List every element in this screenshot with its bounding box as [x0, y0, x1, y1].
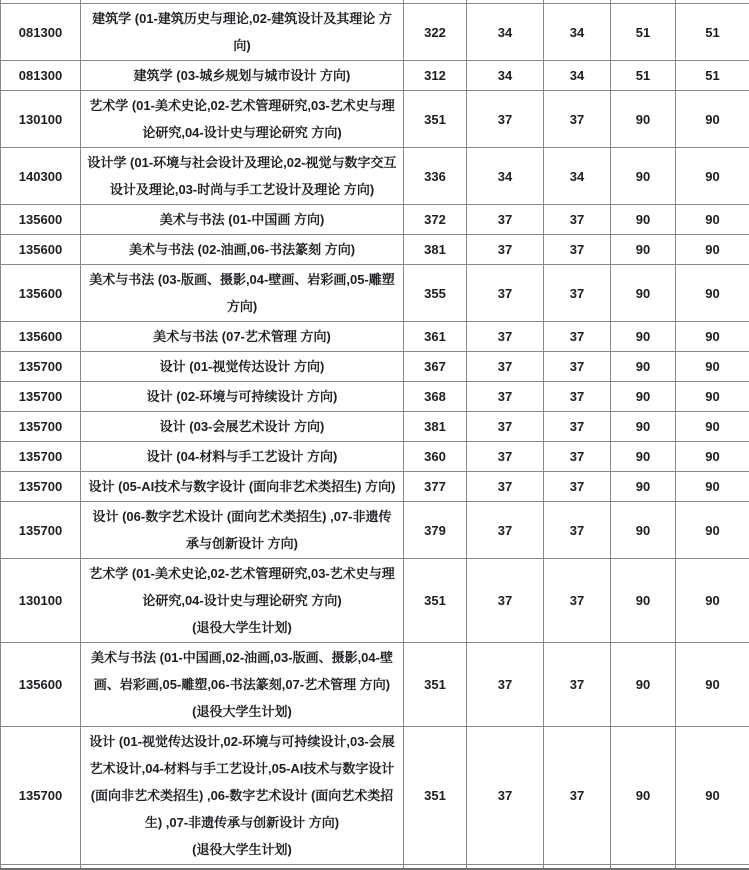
- program-name-text: 建筑学 (01-建筑历史与理论,02-建筑设计及其理论 方向): [92, 11, 392, 53]
- partial-cell: [467, 865, 544, 870]
- score-cell: 37: [467, 559, 544, 643]
- score-cell: 37: [467, 91, 544, 148]
- score-cell: 37: [544, 472, 611, 502]
- program-code-cell: 135600: [1, 322, 81, 352]
- score-cell: 355: [404, 265, 467, 322]
- program-code-cell: 140300: [1, 148, 81, 205]
- score-cell: 90: [676, 322, 749, 352]
- score-cell: 90: [676, 91, 749, 148]
- score-cell: 90: [676, 235, 749, 265]
- program-name-cell: [81, 235, 404, 265]
- score-cell: 37: [544, 412, 611, 442]
- score-cell: 37: [467, 265, 544, 322]
- score-cell: 351: [404, 643, 467, 727]
- table-row: [1, 265, 749, 322]
- score-cell: 37: [544, 559, 611, 643]
- plan-note-text: (退役大学生计划): [87, 698, 397, 725]
- score-cell: 90: [676, 502, 749, 559]
- score-cell: 51: [611, 61, 676, 91]
- score-cell: 361: [404, 322, 467, 352]
- table-row: [1, 352, 749, 382]
- score-cell: 37: [544, 352, 611, 382]
- score-cell: 90: [611, 502, 676, 559]
- score-cell: 90: [611, 727, 676, 865]
- score-cell: 336: [404, 148, 467, 205]
- score-cell: 90: [611, 559, 676, 643]
- score-cell: 351: [404, 91, 467, 148]
- program-name-cell: [81, 472, 404, 502]
- score-cell: 90: [611, 472, 676, 502]
- plan-note-text: (退役大学生计划): [87, 614, 397, 641]
- program-name-cell: [81, 643, 404, 727]
- table-row: [1, 382, 749, 412]
- program-name-text: 设计 (01-视觉传达设计 方向): [160, 359, 325, 374]
- score-cell: 34: [544, 4, 611, 61]
- score-cell: 90: [676, 265, 749, 322]
- score-cell: 381: [404, 412, 467, 442]
- score-cell: 90: [676, 559, 749, 643]
- score-cell: 377: [404, 472, 467, 502]
- program-name-text: 美术与书法 (03-版画、摄影,04-壁画、岩彩画,05-雕塑 方向): [89, 272, 395, 314]
- program-code-cell: 135600: [1, 205, 81, 235]
- score-cell: 90: [676, 352, 749, 382]
- score-cell: 37: [467, 382, 544, 412]
- table-row: [1, 502, 749, 559]
- score-cell: 360: [404, 442, 467, 472]
- partial-cell: [611, 865, 676, 870]
- score-cell: 37: [467, 352, 544, 382]
- program-name-cell: [81, 382, 404, 412]
- score-cell: 90: [676, 148, 749, 205]
- program-name-cell: [81, 4, 404, 61]
- score-cell: 90: [676, 472, 749, 502]
- program-code-cell: 130100: [1, 91, 81, 148]
- score-cell: 37: [467, 205, 544, 235]
- program-name-cell: [81, 352, 404, 382]
- program-name-text: 艺术学 (01-美术史论,02-艺术管理研究,03-艺术史与理论研究,04-设计史与理论研究 方向): [89, 98, 395, 140]
- score-cell: 37: [544, 727, 611, 865]
- program-name-cell: [81, 412, 404, 442]
- score-table-body: [1, 0, 749, 869]
- score-cell: 90: [676, 412, 749, 442]
- score-cell: 90: [676, 382, 749, 412]
- program-name-cell: [81, 148, 404, 205]
- table-row: [1, 559, 749, 643]
- table-row: [1, 643, 749, 727]
- partial-cutoff-row: [1, 865, 749, 870]
- program-code-cell: 135700: [1, 472, 81, 502]
- score-cell: 90: [611, 91, 676, 148]
- table-row: [1, 4, 749, 61]
- score-cell: 90: [611, 412, 676, 442]
- score-cell: 51: [676, 4, 749, 61]
- score-cell: 37: [544, 205, 611, 235]
- score-cell: 379: [404, 502, 467, 559]
- program-code-cell: 135700: [1, 727, 81, 865]
- program-code-cell: 135600: [1, 643, 81, 727]
- table-row: [1, 91, 749, 148]
- score-cell: 37: [467, 322, 544, 352]
- score-cell: 34: [467, 148, 544, 205]
- score-cell: 51: [611, 4, 676, 61]
- program-name-cell: [81, 502, 404, 559]
- score-cell: 312: [404, 61, 467, 91]
- program-name-text: 设计学 (01-环境与社会设计及理论,02-视觉与数字交互设计及理论,03-时尚与手工艺设计及理论 方向): [87, 155, 396, 197]
- score-cell: 90: [676, 643, 749, 727]
- score-cell: 34: [544, 148, 611, 205]
- table-row: [1, 442, 749, 472]
- score-cell: 37: [544, 502, 611, 559]
- score-cell: 37: [467, 727, 544, 865]
- table-row: [1, 412, 749, 442]
- score-cell: 90: [611, 643, 676, 727]
- program-code-cell: 081300: [1, 61, 81, 91]
- table-row: [1, 235, 749, 265]
- score-cell: 37: [544, 382, 611, 412]
- program-code-cell: 135700: [1, 442, 81, 472]
- program-name-cell: [81, 442, 404, 472]
- program-code-cell: 135700: [1, 352, 81, 382]
- program-name-text: 建筑学 (03-城乡规划与城市设计 方向): [134, 68, 351, 83]
- program-name-text: 设计 (05-AI技术与数字设计 (面向非艺术类招生) 方向): [89, 479, 396, 494]
- score-cell: 90: [676, 442, 749, 472]
- program-name-cell: [81, 91, 404, 148]
- score-cell: 90: [611, 235, 676, 265]
- score-cell: 322: [404, 4, 467, 61]
- score-cell: 37: [544, 322, 611, 352]
- score-cell: 37: [467, 235, 544, 265]
- program-name-cell: [81, 205, 404, 235]
- score-cell: 351: [404, 727, 467, 865]
- program-name-text: 设计 (03-会展艺术设计 方向): [160, 419, 325, 434]
- score-cell: 37: [467, 472, 544, 502]
- program-name-text: 艺术学 (01-美术史论,02-艺术管理研究,03-艺术史与理论研究,04-设计史与理论研究 方向): [89, 566, 395, 608]
- score-cell: 90: [611, 205, 676, 235]
- score-cell: 90: [676, 205, 749, 235]
- program-name-cell: [81, 322, 404, 352]
- program-name-text: 美术与书法 (07-艺术管理 方向): [153, 329, 331, 344]
- score-cell: 34: [544, 61, 611, 91]
- partial-cell: [81, 865, 404, 870]
- program-name-text: 美术与书法 (01-中国画,02-油画,03-版画、摄影,04-壁画、岩彩画,05-雕塑,06-书法篆刻,07-艺术管理 方向): [91, 650, 393, 692]
- table-row: [1, 61, 749, 91]
- score-cell: 37: [467, 412, 544, 442]
- score-cell: 90: [611, 265, 676, 322]
- program-name-text: 美术与书法 (02-油画,06-书法篆刻 方向): [129, 242, 355, 257]
- table-row: [1, 322, 749, 352]
- score-cell: 90: [611, 352, 676, 382]
- partial-cell: [544, 865, 611, 870]
- table-row: [1, 727, 749, 865]
- score-cell: 351: [404, 559, 467, 643]
- score-cell: 37: [467, 643, 544, 727]
- score-cell: 37: [544, 91, 611, 148]
- score-cell: 372: [404, 205, 467, 235]
- program-code-cell: 135600: [1, 235, 81, 265]
- program-name-text: 设计 (02-环境与可持续设计 方向): [147, 389, 338, 404]
- score-cell: 34: [467, 61, 544, 91]
- score-cell: 367: [404, 352, 467, 382]
- table-row: [1, 205, 749, 235]
- plan-note-text: (退役大学生计划): [87, 836, 397, 863]
- score-cell: 368: [404, 382, 467, 412]
- table-row: [1, 148, 749, 205]
- score-cell: 381: [404, 235, 467, 265]
- partial-cell: [404, 865, 467, 870]
- program-name-text: 设计 (06-数字艺术设计 (面向艺术类招生) ,07-非遗传承与创新设计 方向): [92, 509, 391, 551]
- score-cell: 34: [467, 4, 544, 61]
- score-cell: 37: [544, 265, 611, 322]
- program-name-text: 设计 (04-材料与手工艺设计 方向): [147, 449, 338, 464]
- program-code-cell: 135700: [1, 382, 81, 412]
- program-code-cell: 130100: [1, 559, 81, 643]
- program-name-cell: [81, 559, 404, 643]
- score-cell: 37: [544, 442, 611, 472]
- program-name-cell: [81, 61, 404, 91]
- score-cell: 37: [544, 643, 611, 727]
- score-cell: 90: [611, 148, 676, 205]
- program-name-text: 设计 (01-视觉传达设计,02-环境与可持续设计,03-会展艺术设计,04-材料与手工艺设计,05-AI技术与数字设计 (面向非艺术类招生) ,06-数字艺术设计 (面向艺术类招生) ,07-非遗传承与创新设计 方向): [89, 734, 395, 830]
- program-code-cell: 135700: [1, 502, 81, 559]
- score-cell: 37: [544, 235, 611, 265]
- program-name-cell: [81, 727, 404, 865]
- program-name-cell: [81, 265, 404, 322]
- program-code-cell: 081300: [1, 4, 81, 61]
- score-cell: 51: [676, 61, 749, 91]
- table-row: [1, 472, 749, 502]
- program-code-cell: 135600: [1, 265, 81, 322]
- program-code-cell: 135700: [1, 412, 81, 442]
- score-cell: 37: [467, 442, 544, 472]
- partial-cell: [676, 865, 749, 870]
- score-cell: 37: [467, 502, 544, 559]
- score-cell: 90: [611, 382, 676, 412]
- score-cell: 90: [611, 322, 676, 352]
- partial-cell: [1, 865, 81, 870]
- program-name-text: 美术与书法 (01-中国画 方向): [160, 212, 325, 227]
- score-cell: 90: [611, 442, 676, 472]
- score-cell: 90: [676, 727, 749, 865]
